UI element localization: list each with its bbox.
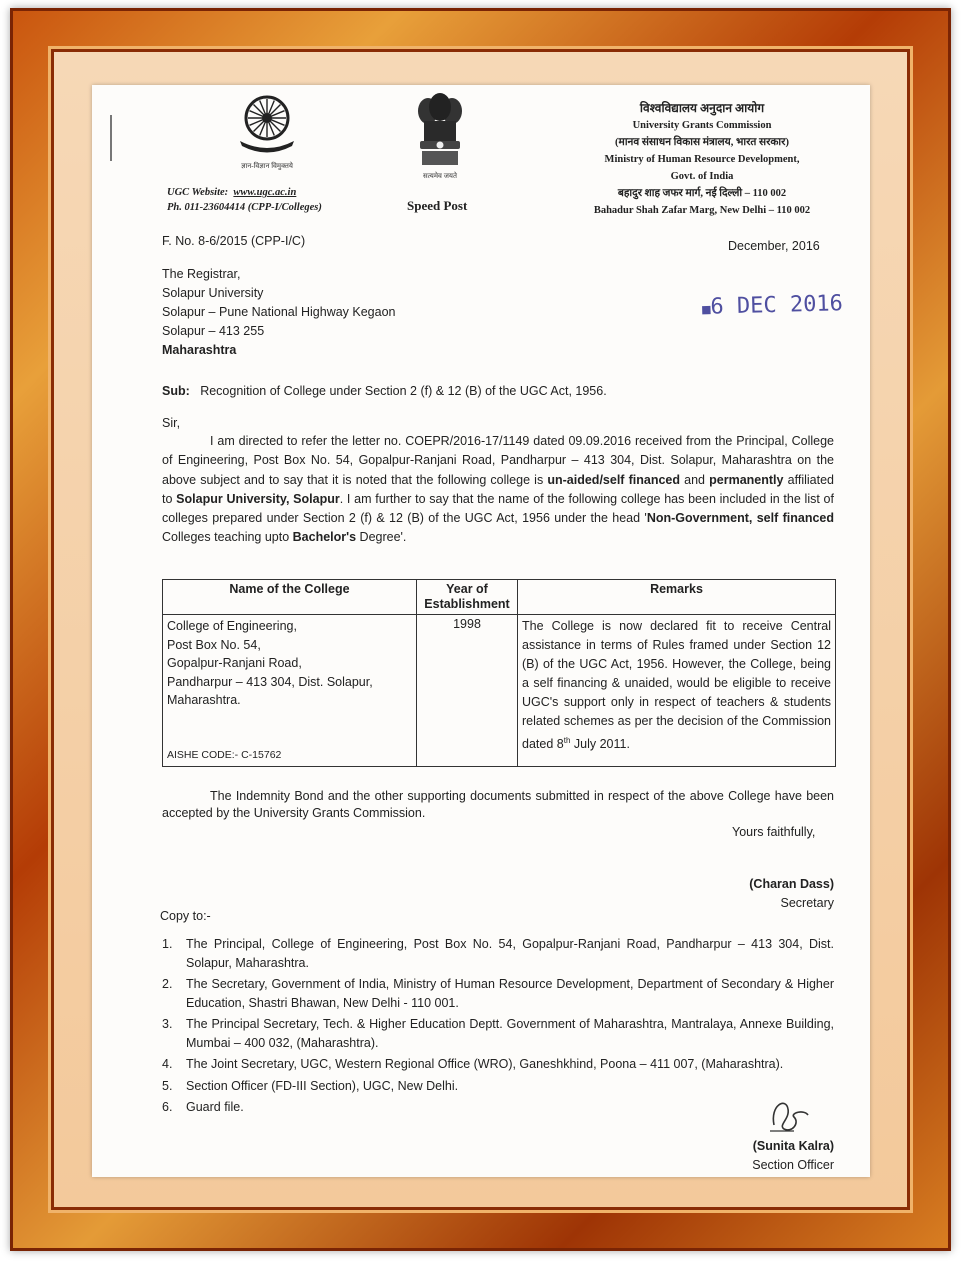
closing-paragraph: The Indemnity Bond and the other supporting documents submitted in respect of the above College have been accepted by the University Grants Commission.	[162, 789, 834, 820]
college-table	[162, 579, 836, 767]
signatory-title: Secretary	[780, 896, 834, 910]
subject-text: Recognition of College under Section 2 (f) & 12 (B) of the UGC Act, 1956.	[200, 384, 607, 398]
state-emblem	[410, 93, 470, 181]
phone-line: Ph. 011-23604414 (CPP-I/Colleges)	[167, 202, 322, 213]
govt-name: Govt. of India	[670, 171, 734, 182]
letter-date: December, 2016	[728, 239, 820, 253]
list-item: 2. The Secretary, Government of India, Ministry of Human Resource Development, Department of Secondary & Higher Education, Shastri Bhawan, New Delhi - 110 001.	[162, 977, 834, 1010]
ashoka-emblem-icon	[410, 93, 470, 167]
letter-page	[92, 85, 870, 1177]
hindi-address: बहादुर शाह जफर मार्ग, नई दिल्ली – 110 002	[617, 188, 787, 199]
copy-to-label: Copy to:-	[160, 909, 211, 923]
website-line: UGC Website: www.ugc.ac.in	[167, 187, 297, 198]
addressee-line: Solapur – Pune National Highway Kegaon	[162, 305, 396, 319]
ugc-logo	[222, 91, 312, 171]
emblem-motto: सत्यमेव जयते	[423, 172, 457, 180]
list-item: 1. The Principal, College of Engineering, Post Box No. 54, Gopalpur-Ranjani Road, Pandharpur – 413 304, Dist. Solapur, Maharashtra.	[162, 937, 834, 970]
closing: Yours faithfully,	[732, 825, 816, 839]
salutation: Sir,	[162, 416, 181, 430]
column-header: Remarks	[518, 580, 836, 615]
addressee-state: Maharashtra	[162, 343, 237, 357]
remarks-cell: The College is now declared fit to receive Central assistance in terms of Rules framed under Section 12 (B) of the UGC Act, 1956. However, the College, being a self financing & unaided, would be eligible to receive UGC's support only in respect of teachers & students related schemes as per the decision of the Commission dated 8th July 2011.	[518, 615, 836, 767]
college-cell: College of Engineering, Post Box No. 54, Gopalpur-Ranjani Road, Pandharpur – 413 304, Dist. Solapur, Maharashtra. AISHE CODE:- C-15762	[163, 615, 417, 767]
ugc-chakra-icon	[222, 91, 312, 157]
list-item: 5. Section Officer (FD-III Section), UGC, New Delhi.	[162, 1078, 459, 1093]
signatory-block	[734, 875, 834, 913]
hindi-ministry: (मानव संसाधन विकास मंत्रालय, भारत सरकार)	[615, 137, 789, 148]
column-header: Name of the College	[163, 580, 417, 615]
body-paragraph: I am directed to refer the letter no. COEPR/2016-17/1149 dated 09.09.2016 received from the Principal, College of Engineering, Post Box No. 54, Gopalpur-Ranjani Road, Pandharpur – 413 304, Dist. Solapur, Maharashtra on the above subject and to say that it is noted that the following college is un-aided/self financed and permanently affiliated to Solapur University, Solapur. I am further to say that the name of the following college has been included in the list of colleges prepared under Section 2 (f) & 12 (B) of the UGC Act, 1956 under the head 'Non-Government, self financed Colleges teaching upto Bachelor's Degree'.	[162, 434, 834, 545]
officer-title: Section Officer	[752, 1158, 834, 1172]
addressee-line: Solapur University	[162, 286, 264, 300]
list-item: 6. Guard file.	[162, 1100, 244, 1114]
list-item: 3. The Principal Secretary, Tech. & Higher Education Deptt. Government of Maharashtra, Mantralaya, Annexe Building, Mumbai – 400 032, (Maharashtra).	[162, 1017, 834, 1050]
contact-info	[167, 185, 322, 215]
list-item: 4. The Joint Secretary, UGC, Western Regional Office (WRO), Ganeshkhind, Poona – 411 007, (Maharashtra).	[162, 1057, 784, 1071]
handwritten-signature	[764, 1095, 814, 1135]
addressee-line: Solapur – 413 255	[162, 324, 265, 338]
table-row	[163, 615, 836, 767]
year-cell: 1998	[417, 615, 518, 767]
file-number: F. No. 8-6/2015 (CPP-I/C)	[162, 234, 306, 248]
officer-block	[712, 1137, 834, 1175]
signatory-name: (Charan Dass)	[749, 877, 834, 891]
officer-name: (Sunita Kalra)	[752, 1139, 834, 1153]
received-stamp: ■6 DEC 2016	[701, 291, 844, 320]
addressee-block	[162, 265, 396, 360]
speed-post-label: Speed Post	[407, 198, 468, 213]
stamp-date: 6 DEC 2016	[710, 291, 844, 320]
ministry-name: Ministry of Human Resource Development,	[604, 154, 800, 165]
subject-label: Sub:	[162, 384, 190, 398]
website-link[interactable]: www.ugc.ac.in	[233, 187, 297, 198]
ugc-motto: ज्ञान-विज्ञान विमुक्तये	[241, 162, 293, 170]
margin-mark	[110, 115, 112, 161]
subject-line	[162, 382, 607, 401]
addressee-line: The Registrar,	[162, 267, 241, 281]
org-address: Bahadur Shah Zafar Marg, New Delhi – 110 002	[593, 205, 811, 216]
hindi-title: विश्वविद्यालय अनुदान आयोग	[639, 101, 765, 115]
copy-list	[162, 935, 834, 1120]
ugc-letterhead	[532, 100, 872, 219]
aishe-code: AISHE CODE:- C-15762	[167, 748, 282, 761]
org-title: University Grants Commission	[632, 120, 772, 131]
table-header-row	[163, 580, 836, 615]
column-header: Year of Establishment	[417, 580, 518, 615]
